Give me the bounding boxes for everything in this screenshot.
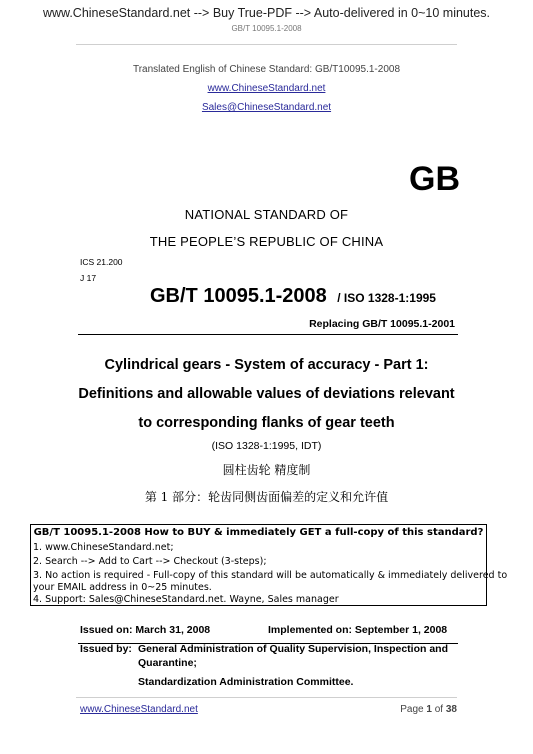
standard-divider xyxy=(78,334,458,335)
footer-link-wrap xyxy=(80,704,198,715)
standard-number: GB/T 10095.1-2008 xyxy=(150,285,327,307)
replacing-line: Replacing GB/T 10095.1-2001 xyxy=(309,318,455,330)
chinese-title-2: 第 1 部分：轮齿同侧齿面偏差的定义和允许值 xyxy=(144,490,389,504)
buy-item-3-cont: your EMAIL address in 0~25 minutes. xyxy=(33,582,212,593)
buy-heading: GB/T 10095.1-2008 How to BUY & immediately GET a full-copy of this standard? xyxy=(33,527,484,538)
issued-by-line-1: General Administration of Quality Supervision, Inspection and xyxy=(138,643,448,655)
footer-divider xyxy=(76,697,457,698)
top-banner[interactable] xyxy=(0,6,533,20)
issued-by-label: Issued by: xyxy=(80,643,132,655)
national-line-2: THE PEOPLE’S REPUBLIC OF CHINA xyxy=(149,234,384,249)
title-line-3: to corresponding flanks of gear teeth xyxy=(138,415,395,431)
email-link[interactable]: Sales@ChineseStandard.net xyxy=(201,102,332,113)
issued-on: Issued on: March 31, 2008 xyxy=(80,624,211,636)
buy-item-4[interactable]: 4. Support: Sales@ChineseStandard.net. Wayne, Sales manager xyxy=(33,594,339,605)
implemented-on: Implemented on: September 1, 2008 xyxy=(268,624,448,636)
header-divider xyxy=(76,44,457,45)
translated-line: Translated English of Chinese Standard: GB/T10095.1-2008 xyxy=(132,64,401,75)
issued-by-line-2: Quarantine; xyxy=(138,657,197,669)
page-indicator xyxy=(300,704,457,715)
iso-number: / ISO 1328-1:1995 xyxy=(337,291,436,305)
standard-number-line xyxy=(150,285,436,308)
buy-item-2: 2. Search --> Add to Cart --> Checkout (3-steps); xyxy=(33,556,267,567)
site-link[interactable]: www.ChineseStandard.net xyxy=(207,83,326,94)
buy-box xyxy=(30,524,508,606)
email-link-wrap xyxy=(0,102,533,113)
iso-reference: (ISO 1328-1:1995, IDT) xyxy=(211,440,322,452)
chinese-title-1: 圆柱齿轮 精度制 xyxy=(222,463,311,477)
title-line-1: Cylindrical gears - System of accuracy - Part 1: xyxy=(104,357,429,373)
banner-text[interactable]: www.ChineseStandard.net --> Buy True-PDF --> Auto-delivered in 0~10 minutes. xyxy=(42,6,491,20)
banner-ghost-text: GB/T 10095.1-2008 xyxy=(231,24,302,33)
ics-code: ICS 21.200 xyxy=(80,257,123,267)
page-prefix: Page xyxy=(400,704,427,715)
gb-logo: GB xyxy=(409,160,460,198)
buy-item-1[interactable]: 1. www.ChineseStandard.net; xyxy=(33,542,174,553)
issued-by-line-3: Standardization Administration Committee. xyxy=(138,676,354,688)
buy-item-3: 3. No action is required - Full-copy of this standard will be automatically & immediately delivered to xyxy=(33,570,508,581)
site-link-wrap xyxy=(0,83,533,94)
j-code: J 17 xyxy=(80,273,97,283)
page-number: 1 xyxy=(426,704,432,715)
page-total: 38 xyxy=(445,704,457,715)
footer-site-link[interactable]: www.ChineseStandard.net xyxy=(80,704,198,715)
page-mid: of xyxy=(431,704,446,715)
national-line-1: NATIONAL STANDARD OF xyxy=(184,207,349,222)
title-line-2: Definitions and allowable values of deviations relevant xyxy=(78,386,455,402)
